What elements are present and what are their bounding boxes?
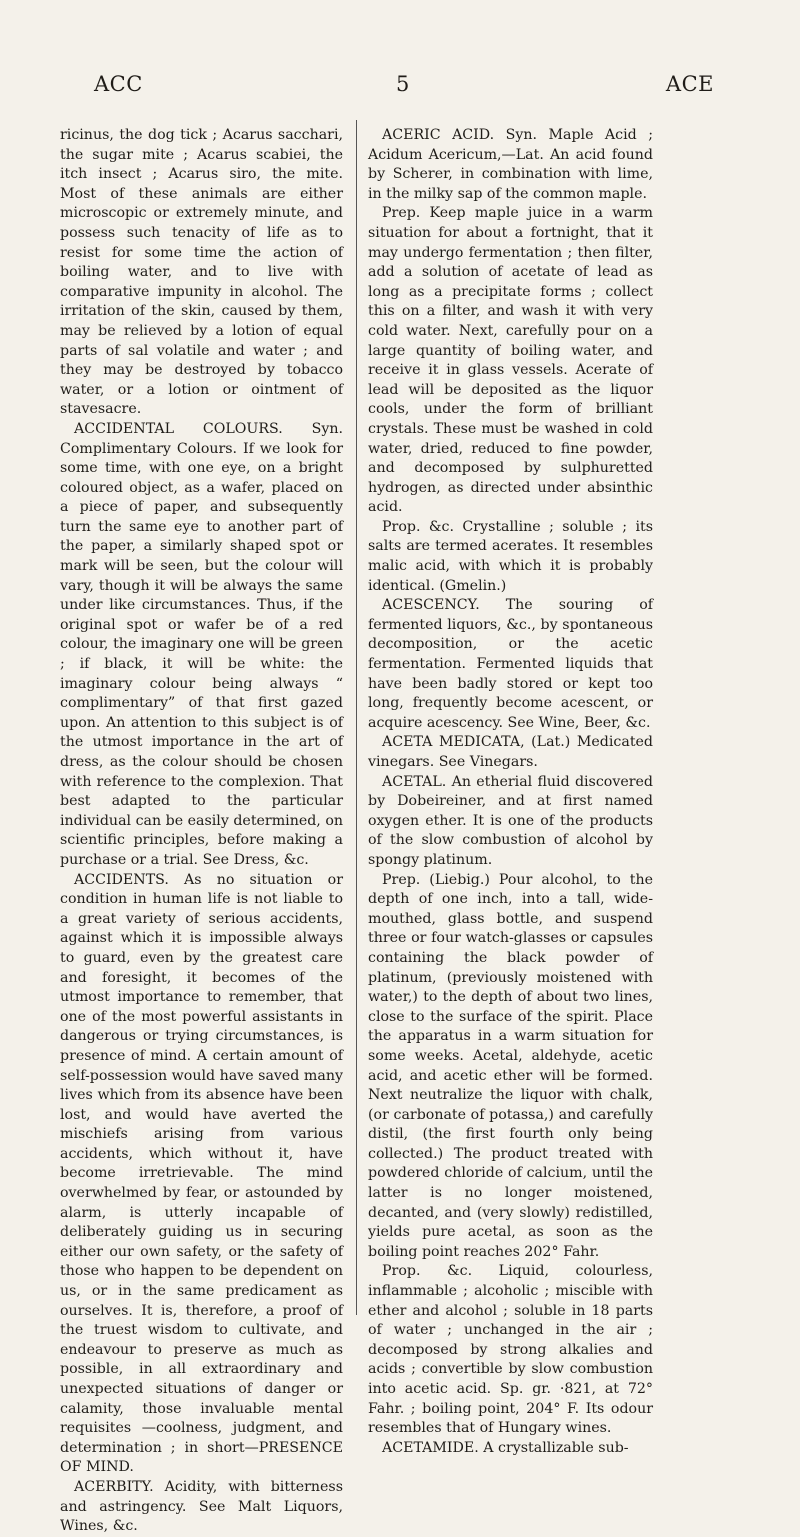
header-right-guide-word: ACE xyxy=(665,72,714,96)
paragraph-p2: ACCIDENTAL COLOURS. Syn. Complimentary Colours. If we look for some time, with one eye, on a bright coloured object, as a wafer, placed on a piece of paper, and subsequently turn the same eye to another part of the paper, a similarly shaped spot or mark will be seen, but the colour will vary, though it will be always the same under like circumstances. Thus, if the original spot or wafer be of a red colour, the imaginary one will be green ; if black, it will be white: the imaginary colour being always “ complimentary” of that first gazed upon. An attention to this subject is of the utmost importance in the art of dress, as the colour should be chosen with reference to the complexion. That best adapted to the particular individual can be easily determined, on scientific principles, before making a purchase or a trial. See Dress, &c. xyxy=(60,420,344,868)
paragraph-r2: Prep. Keep maple juice in a warm situation for about a fortnight, that it may undergo fermentation ; then filter, add a solution of acetate of lead as long as a precipitate forms ; collect this on a filter, and wash it with very cold water. Next, carefully pour on a large quantity of boiling water, and receive it in glass vessels. Acerate of lead will be deposited as the liquor cools, under the form of brilliant crystals. These must be washed in cold water, dried, reduced to fine powder, and decomposed by sulphuretted hydrogen, as directed under absinthic acid. xyxy=(368,205,653,516)
right-column xyxy=(368,126,653,1458)
paragraph-r3: Prop. &c. Crystalline ; soluble ; its salts are termed acerates. It resembles malic acid, with which it is probably identical. (Gmelin.) xyxy=(368,518,653,594)
left-column xyxy=(60,126,343,1537)
paragraph-p1: ricinus, the dog tick ; Acarus sacchari, the sugar mite ; Acarus scabiei, the itch insect ; Acarus siro, the mite. Most of these animals are either microscopic or extremely minute, and possess such tenacity of life as to resist for some time the action of boiling water, and to live with comparative impunity in alcohol. The irritation of the skin, caused by them, may be relieved by a lotion of equal parts of sal volatile and water ; and they may be destroyed by tobacco water, or a lotion or ointment of stavesacre. xyxy=(60,127,343,418)
paragraph-r6: ACETAL. An etherial fluid discovered by Dobeireiner, and at first named oxygen ether. It is one of the products of the slow combustion of alcohol by spongy platinum. xyxy=(368,773,653,868)
running-header xyxy=(94,72,714,102)
paragraph-p3: ACCIDENTS. As no situation or condition in human life is not liable to a great variety of serious accidents, against which it is impossible always to guard, even by the greatest care and foresight, it becomes of the utmost importance to remember, that one of the most powerful assistants in dangerous or trying circumstances, is presence of mind. A certain amount of self-possession would have saved many lives which from its absence have been lost, and would have averted the mischiefs arising from various accidents, which without it, have become irretrievable. The mind overwhelmed by fear, or astounded by alarm, is utterly incapable of deliberately guiding us in securing either our own safety, or the safety of those who happen to be dependent on us, or in the same predicament as ourselves. It is, therefore, a proof of the truest wisdom to cultivate, and endeavour to preserve as much as possible, in all extraordinary and unexpected situations of danger or calamity, those invaluable mental requisites —coolness, judgment, and determination ; in short—PRESENCE OF MIND. xyxy=(60,871,343,1476)
paragraph-r4: ACESCENCY. The souring of fermented liquors, &c., by spontaneous decomposition, or the acetic fermentation. Fermented liquids that have been badly stored or kept too long, frequently become acescent, or acquire acescency. See Wine, Beer, &c. xyxy=(368,597,653,731)
paragraph-r7: Prep. (Liebig.) Pour alcohol, to the depth of one inch, into a tall, wide-mouthed, glass bottle, and suspend three or four watch-glasses or capsules containing the black powder of platinum, (previously moistened with water,) to the depth of about two lines, close to the surface of the spirit. Place the apparatus in a warm situation for some weeks. Acetal, aldehyde, acetic acid, and acetic ether will be formed. Next neutralize the liquor with chalk, (or carbonate of potassa,) and carefully distil, (the first fourth only being collected.) The product treated with powdered chloride of calcium, until the latter is no longer moistened, decanted, and (very slowly) redistilled, yields pure acetal, as soon as the boiling point reaches 202° Fahr. xyxy=(368,871,653,1260)
paragraph-p4: ACERBITY. Acidity, with bitterness and astringency. See Malt Liquors, Wines, &c. xyxy=(60,1478,343,1535)
paragraph-r1: ACERIC ACID. Syn. Maple Acid ; Acidum Acericum,—Lat. An acid found by Scherer, in combination with lime, in the milky sap of the common maple. xyxy=(368,127,653,202)
paragraph-r8: Prop. &c. Liquid, colourless, inflammable ; alcoholic ; miscible with ether and alcohol ; soluble in 18 parts of water ; unchanged in the air ; decomposed by strong alkalies and acids ; convertible by slow combustion into acetic acid. Sp. gr. ·821, at 72° Fahr. ; boiling point, 204° F. Its odour resembles that of Hungary wines. xyxy=(368,1263,653,1437)
paragraph-r9: ACETAMIDE. A crystallizable sub- xyxy=(382,1439,629,1456)
header-left-guide-word: ACC xyxy=(94,72,143,96)
page-number: 5 xyxy=(396,72,410,96)
paragraph-r5: ACETA MEDICATA, (Lat.) Medicated vinegars. See Vinegars. xyxy=(368,734,653,770)
column-divider xyxy=(356,120,357,1315)
